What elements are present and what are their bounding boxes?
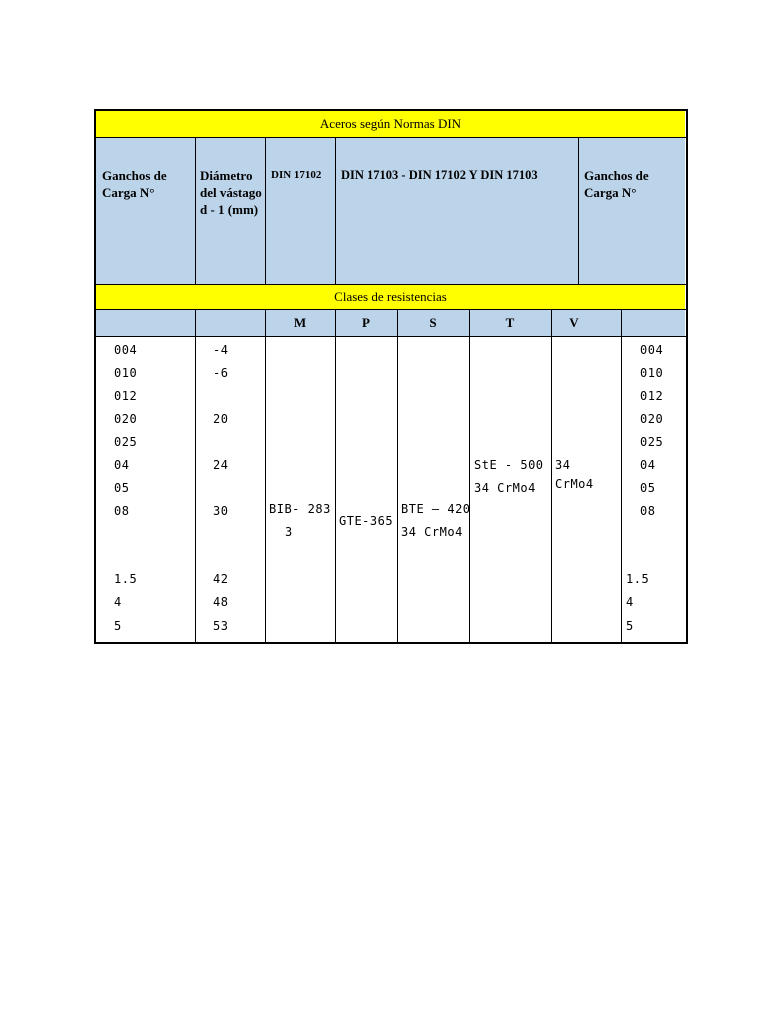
right-number: 05	[640, 481, 656, 495]
header-din-17102: DIN 17102	[271, 169, 322, 181]
right-number: 004	[640, 343, 664, 357]
right-number: 010	[640, 366, 664, 380]
subtitle-row	[96, 285, 685, 309]
diameter-value: 53	[213, 619, 229, 633]
left-number: 4	[114, 595, 122, 609]
left-number: 020	[114, 412, 138, 426]
header-row	[96, 138, 685, 284]
left-number: 5	[114, 619, 122, 633]
class-s: S	[429, 315, 437, 330]
right-number: 4	[626, 595, 634, 609]
right-number: 020	[640, 412, 664, 426]
right-number: 5	[626, 619, 634, 633]
class-m-value: BIB- 283	[269, 502, 331, 516]
class-v-value: 34	[555, 458, 571, 472]
diameter-value: 30	[213, 504, 229, 518]
right-number: 025	[640, 435, 664, 449]
table-title-row	[96, 111, 685, 137]
header-ganchos-left: Ganchos de Carga N°	[102, 168, 167, 200]
right-number: 1.5	[626, 572, 650, 586]
diameter-value: -6	[213, 366, 229, 380]
left-number: 010	[114, 366, 138, 380]
class-t-value: StE - 500	[474, 458, 544, 472]
right-number: 08	[640, 504, 656, 518]
left-number: 004	[114, 343, 138, 357]
class-t: T	[505, 315, 515, 330]
left-number: 04	[114, 458, 130, 472]
header-din-17103: DIN 17103 - DIN 17102 Y DIN 17103	[341, 168, 538, 182]
left-number: 05	[114, 481, 130, 495]
class-v: V	[569, 315, 579, 330]
diameter-value: -4	[213, 343, 229, 357]
diameter-value: 20	[213, 412, 229, 426]
class-s-value: 34 CrMo4	[401, 525, 463, 539]
diameter-value: 42	[213, 572, 229, 586]
class-s-value: BTE – 420	[401, 502, 471, 516]
class-m-value: 3	[285, 525, 293, 539]
class-t-value: 34 CrMo4	[474, 481, 536, 495]
left-number: 08	[114, 504, 130, 518]
diameter-value: 24	[213, 458, 229, 472]
subtitle: Clases de resistencias	[334, 289, 447, 304]
diameter-value: 48	[213, 595, 229, 609]
left-number: 012	[114, 389, 138, 403]
din-steel-table	[94, 109, 688, 644]
class-p: P	[362, 315, 370, 330]
class-m: M	[293, 315, 307, 330]
right-number: 04	[640, 458, 656, 472]
table-title: Aceros según Normas DIN	[319, 116, 462, 131]
class-v-value: CrMo4	[555, 477, 594, 491]
class-p-value: GTE-365	[339, 514, 394, 528]
left-number: 025	[114, 435, 138, 449]
right-number: 012	[640, 389, 664, 403]
left-number: 1.5	[114, 572, 138, 586]
header-diametro: Diámetro del vástago d - 1 (mm)	[200, 168, 262, 217]
header-ganchos-right: Ganchos de Carga N°	[584, 168, 649, 200]
